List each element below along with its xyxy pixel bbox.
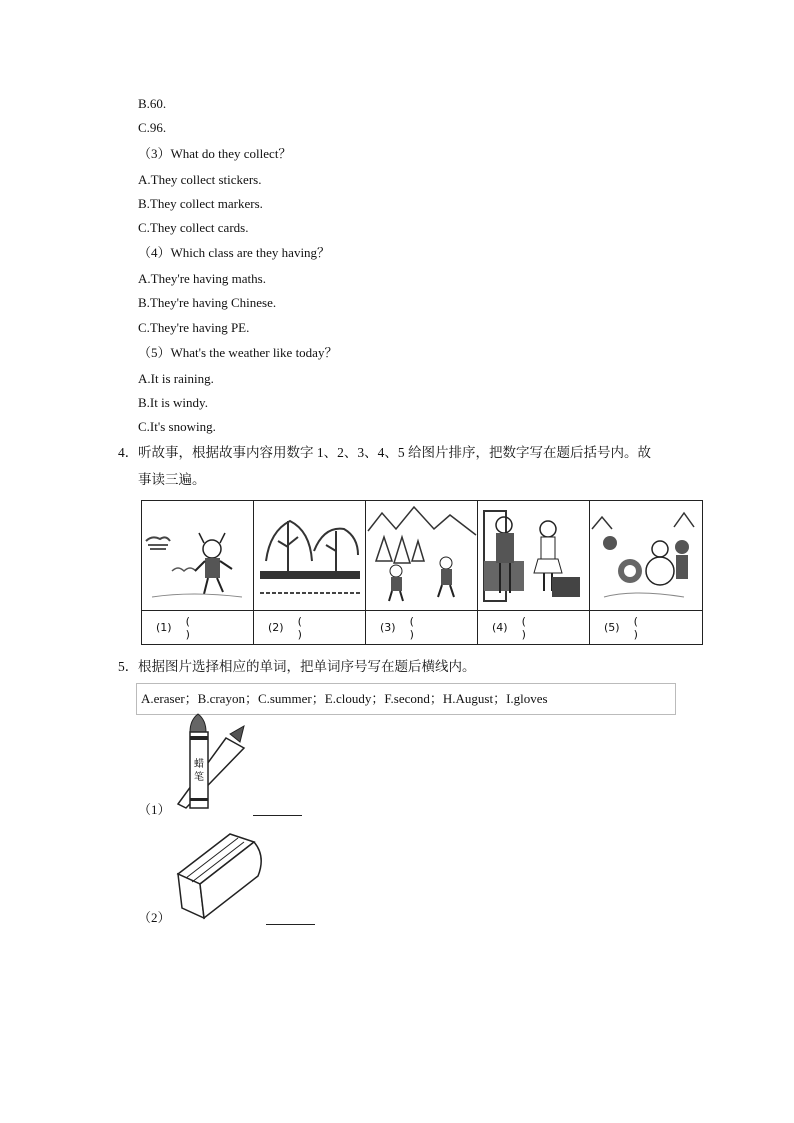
slot-label: (1) bbox=[156, 621, 172, 634]
eraser-icon bbox=[172, 826, 270, 922]
item2-label: （2） bbox=[138, 910, 171, 925]
q2-option-b: B.60. bbox=[138, 96, 167, 111]
q4-option-a: A.They're having maths. bbox=[138, 271, 266, 286]
item2-answer-blank[interactable] bbox=[266, 924, 315, 925]
q5-stem: （5）What's the weather like today？ bbox=[138, 345, 338, 360]
sequence-slot-1[interactable] bbox=[142, 611, 254, 644]
q3-option-a: A.They collect stickers. bbox=[138, 172, 262, 187]
slot-label: (5) bbox=[604, 621, 620, 634]
section4-number: 4． bbox=[118, 445, 139, 460]
sequence-slot-5[interactable] bbox=[590, 611, 702, 644]
crayon-char-1: 蜡 bbox=[194, 759, 204, 770]
mountain-kids-illustration bbox=[366, 501, 478, 611]
sequence-slot-3[interactable] bbox=[366, 611, 478, 644]
answer-parens: ( ) bbox=[297, 614, 328, 641]
q5-option-b: B.It is windy. bbox=[138, 395, 208, 410]
picture-1 bbox=[142, 501, 254, 611]
q4-option-b: B.They're having Chinese. bbox=[138, 295, 277, 310]
section4-instruction-line1: 听故事，根据故事内容用数字 1、2、3、4、5 给图片排序，把数字写在题后括号内。故 bbox=[138, 445, 651, 460]
section5-number: 5． bbox=[118, 659, 139, 674]
sequence-slot-4[interactable] bbox=[478, 611, 590, 644]
snowman-group-illustration bbox=[590, 501, 702, 611]
answer-parens: ( ) bbox=[409, 614, 440, 641]
picture-sequence-table bbox=[141, 500, 703, 645]
q3-stem: （3）What do they collect？ bbox=[138, 146, 292, 161]
q5-option-c: C.It's snowing. bbox=[138, 419, 216, 434]
q5-option-a: A.It is raining. bbox=[138, 371, 214, 386]
crayon-icon bbox=[170, 712, 260, 812]
picture-5 bbox=[590, 501, 702, 611]
item1-answer-blank[interactable] bbox=[253, 815, 302, 816]
snowy-trees-illustration bbox=[254, 501, 366, 611]
crayon-char-2: 笔 bbox=[194, 772, 204, 783]
picture-4 bbox=[478, 501, 590, 611]
picture-3 bbox=[366, 501, 478, 611]
sequence-slot-2[interactable] bbox=[254, 611, 366, 644]
kids-at-door-illustration bbox=[478, 501, 590, 611]
q2-option-c: C.96. bbox=[138, 120, 167, 135]
word-bank: A.eraser；B.crayon；C.summer；E.cloudy；F.second；H.August；I.gloves bbox=[136, 683, 676, 715]
answer-parens: ( ) bbox=[185, 614, 216, 641]
section5-instruction: 根据图片选择相应的单词，把单词序号写在题后横线内。 bbox=[138, 659, 476, 674]
answer-parens: ( ) bbox=[521, 614, 552, 641]
q3-option-b: B.They collect markers. bbox=[138, 196, 263, 211]
q4-stem: （4）Which class are they having？ bbox=[138, 245, 331, 260]
q4-option-c: C.They're having PE. bbox=[138, 320, 250, 335]
slot-label: (2) bbox=[268, 621, 284, 634]
section4-instruction-line2: 事读三遍。 bbox=[138, 472, 206, 487]
child-in-snow-illustration bbox=[142, 501, 254, 611]
slot-label: (4) bbox=[492, 621, 508, 634]
picture-2 bbox=[254, 501, 366, 611]
answer-parens: ( ) bbox=[633, 614, 664, 641]
slot-label: (3) bbox=[380, 621, 396, 634]
item1-label: （1） bbox=[138, 802, 171, 817]
q3-option-c: C.They collect cards. bbox=[138, 220, 249, 235]
